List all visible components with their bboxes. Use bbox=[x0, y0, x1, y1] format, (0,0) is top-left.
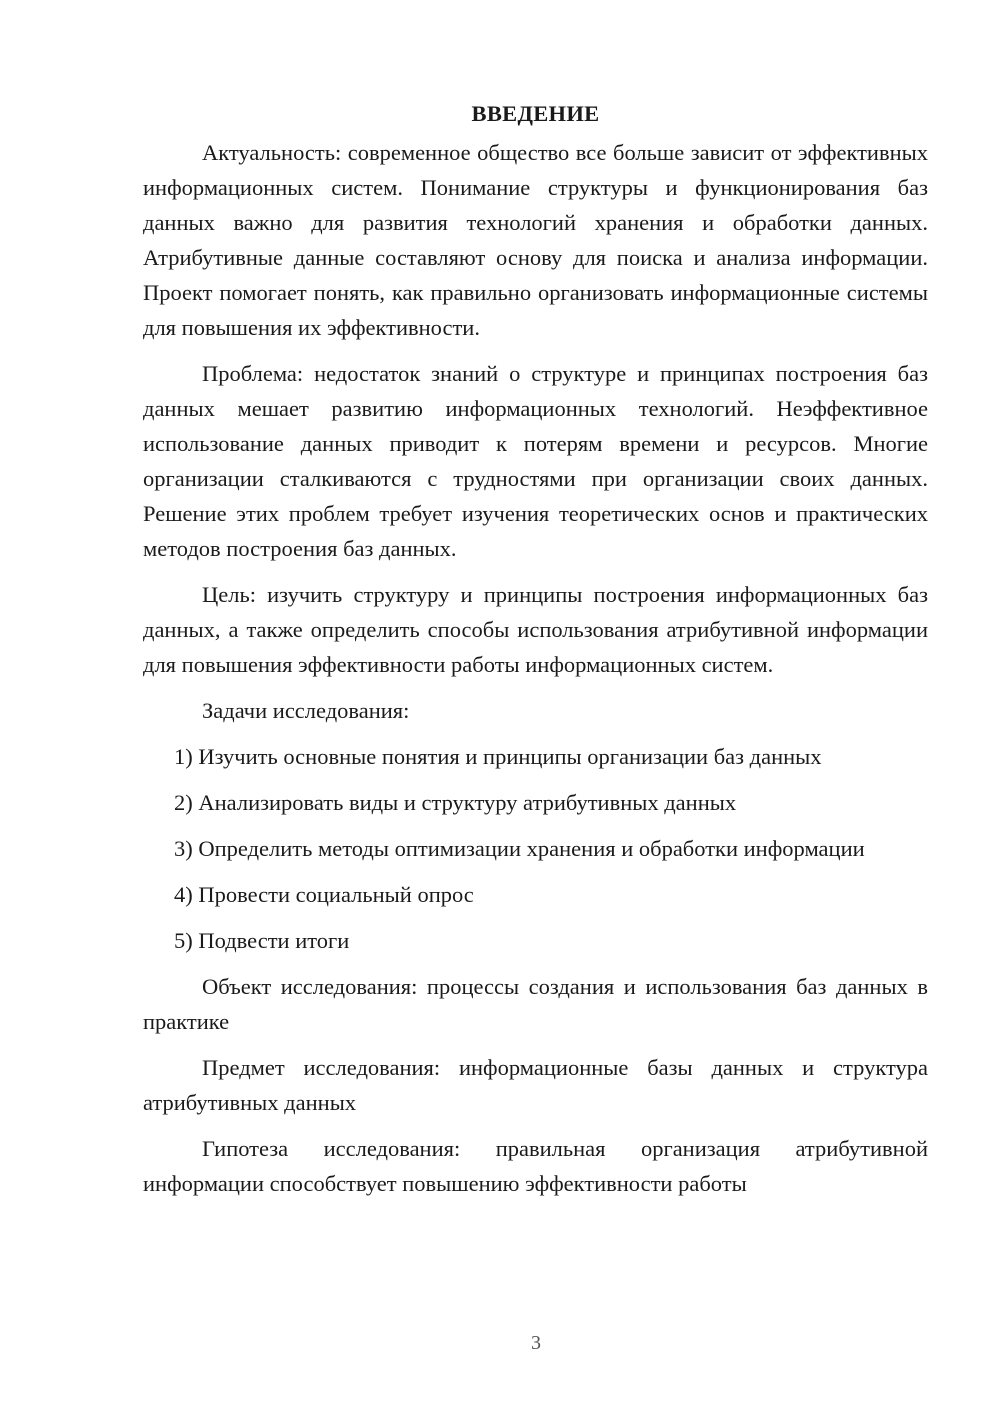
paragraph-hypothesis: Гипотеза исследования: правильная организация атрибутивной информации способствует повышению эффективности работы bbox=[143, 1136, 928, 1196]
task-item: 2) Анализировать виды и структуру атрибутивных данных bbox=[174, 790, 737, 815]
task-item: 5) Подвести итоги bbox=[174, 928, 350, 953]
task-item: 4) Провести социальный опрос bbox=[174, 882, 474, 907]
section-title: ВВЕДЕНИЕ bbox=[471, 101, 600, 126]
page-body bbox=[143, 96, 928, 1201]
paragraph-relevance: Актуальность: современное общество все больше зависит от эффективных информационных систем. Понимание структуры и функционирования баз данных важно для развития технологий хранения и обработки данных. Атрибутивные данные составляют основу для поиска и анализа информации. Проект помогает понять, как правильно организовать информационные системы для повышения их эффективности. bbox=[143, 140, 928, 340]
page-number: 3 bbox=[531, 1332, 541, 1354]
tasks-heading: Задачи исследования: bbox=[202, 698, 410, 723]
task-item: 1) Изучить основные понятия и принципы организации баз данных bbox=[174, 744, 822, 769]
task-item: 3) Определить методы оптимизации хранения и обработки информации bbox=[174, 836, 865, 861]
paragraph-goal: Цель: изучить структуру и принципы построения информационных баз данных, а также определить способы использования атрибутивной информации для повышения эффективности работы информационных систем. bbox=[143, 582, 928, 677]
paragraph-object: Объект исследования: процессы создания и использования баз данных в практике bbox=[143, 974, 928, 1034]
paragraph-subject: Предмет исследования: информационные базы данных и структура атрибутивных данных bbox=[143, 1055, 928, 1115]
paragraph-problem: Проблема: недостаток знаний о структуре и принципах построения баз данных мешает развитию информационных технологий. Неэффективное использование данных приводит к потерям времени и ресурсов. Многие организации сталкиваются с трудностями при организации своих данных. Решение этих проблем требует изучения теоретических основ и практических методов построения баз данных. bbox=[143, 361, 928, 561]
